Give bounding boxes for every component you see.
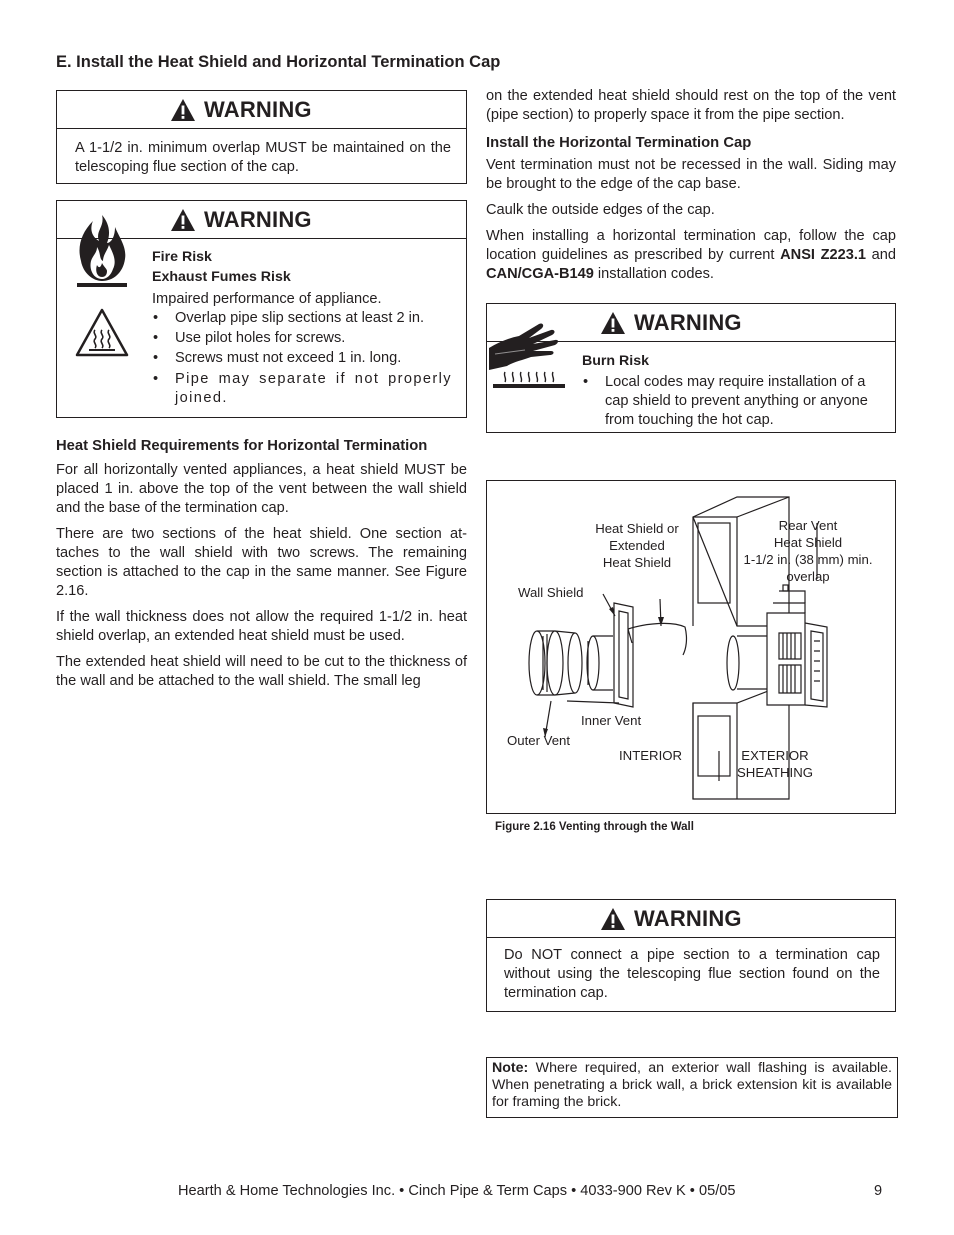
warning-triangle-icon bbox=[600, 907, 626, 931]
paragraph: The extended heat shield will need to be cut to the thickness of the wall and be attached to the wall shield. The small leg bbox=[56, 654, 467, 689]
warning-title: WARNING bbox=[204, 207, 312, 232]
page-number: 9 bbox=[874, 1183, 883, 1199]
install-cap-section bbox=[486, 87, 896, 284]
note-box bbox=[486, 1057, 898, 1118]
warning-box-burn-risk bbox=[486, 303, 896, 433]
bullet-item: • Screws must not exceed 1 in. long. bbox=[152, 349, 452, 368]
warning-body bbox=[582, 352, 887, 430]
warning-bullet-list bbox=[582, 373, 887, 430]
label-line: Heat Shield bbox=[602, 555, 672, 570]
warning-triangle-icon bbox=[600, 311, 626, 335]
warning-box-telescoping bbox=[486, 899, 896, 1012]
text-run: and bbox=[866, 247, 896, 263]
warning-body bbox=[152, 248, 452, 408]
label-line: Heat Shield or bbox=[595, 521, 679, 536]
risk-label-fumes: Exhaust Fumes Risk bbox=[152, 269, 291, 285]
burn-hand-icon bbox=[489, 320, 569, 392]
label-heat-shield-or-extended bbox=[585, 520, 689, 571]
label-line: Extended bbox=[609, 538, 665, 553]
warning-title: WARNING bbox=[204, 97, 312, 122]
note-label: Note: bbox=[492, 1060, 529, 1076]
figure-caption: Figure 2.16 Venting through the Wall bbox=[495, 821, 694, 833]
code-ansi: ANSI Z223.1 bbox=[780, 247, 867, 263]
label-outer-vent: Outer Vent bbox=[507, 733, 571, 748]
warning-triangle-icon bbox=[170, 208, 196, 232]
bullet-item: • Local codes may require installation of a cap shield to prevent anything or anyone from touching the hot cap. bbox=[582, 373, 887, 430]
paragraph: If the wall thickness does not allow the required 1-1/2 in. heat shield overlap, an extended heat shield must be used. bbox=[56, 609, 467, 644]
paragraph: For all horizontally vented appliances, a heat shield MUST be placed 1 in. above the top of the vent between the wall shield and the base of the termination cap. bbox=[56, 462, 467, 516]
heat-shield-heading: Heat Shield Requirements for Horizontal Termination bbox=[56, 438, 428, 454]
warning-box-fire-risk bbox=[56, 200, 467, 418]
fire-icon bbox=[75, 213, 129, 291]
label-line: Heat Shield bbox=[773, 535, 843, 550]
install-cap-heading: Install the Horizontal Termination Cap bbox=[486, 135, 752, 151]
label-wall-shield: Wall Shield bbox=[518, 585, 584, 600]
warning-bullet-list bbox=[152, 309, 452, 408]
label-inner-vent: Inner Vent bbox=[581, 713, 642, 728]
warning-title: WARNING bbox=[634, 906, 742, 931]
warning-box-overlap bbox=[56, 90, 467, 184]
note-text: Where required, an exterior wall flashing is available. When penetrating a brick wall, a brick extension kit is available for framing the brick. bbox=[492, 1060, 892, 1110]
label-line: EXTERIOR bbox=[741, 748, 809, 763]
bullet-item: • Pipe may separate if not properly joined. bbox=[152, 370, 452, 408]
label-rear-vent-heat-shield bbox=[735, 517, 881, 585]
paragraph: There are two sections of the heat shield. One section at-taches to the wall shield with two screws. The remaining section is attached to the cap in the same manner. See Figure 2.16. bbox=[56, 526, 467, 599]
label-line: 1-1/2 in. (38 mm) min. bbox=[743, 552, 873, 567]
warning-intro: Impaired performance of appliance. bbox=[152, 291, 382, 307]
text-run: installation codes. bbox=[593, 266, 714, 282]
warning-text: Do NOT connect a pipe section to a termination cap without using the telescoping flue section found on the termination cap. bbox=[504, 947, 880, 1001]
warning-header bbox=[487, 900, 895, 938]
warning-triangle-icon bbox=[170, 98, 196, 122]
text-run: When installing a horizontal termination cap, follow the cap location guidelines as prescribed by current bbox=[486, 228, 896, 263]
paragraph: Vent termination must not be recessed in the wall. Siding may be brought to the edge of the cap base. bbox=[486, 157, 896, 192]
section-title: E. Install the Heat Shield and Horizontal Termination Cap bbox=[56, 53, 501, 71]
paragraph-codes bbox=[486, 227, 896, 284]
label-line: overlap bbox=[786, 569, 830, 584]
code-csa: CAN/CGA-B149 bbox=[486, 266, 594, 282]
label-line: Rear Vent bbox=[778, 518, 838, 533]
hot-surface-icon bbox=[75, 308, 129, 358]
page-footer: Hearth & Home Technologies Inc. • Cinch Pipe & Term Caps • 4033-900 Rev K • 05/05 bbox=[178, 1183, 736, 1199]
label-line: SHEATHING bbox=[737, 765, 813, 780]
figure-venting-through-wall bbox=[486, 480, 896, 814]
label-interior: INTERIOR bbox=[619, 748, 683, 763]
risk-label-burn: Burn Risk bbox=[582, 353, 650, 369]
warning-header bbox=[57, 91, 466, 129]
risk-label-fire: Fire Risk bbox=[152, 249, 212, 265]
paragraph: Caulk the outside edges of the cap. bbox=[486, 202, 715, 218]
bullet-item: • Overlap pipe slip sections at least 2 in. bbox=[152, 309, 452, 328]
label-exterior-sheathing bbox=[733, 747, 817, 781]
paragraph-continued: on the extended heat shield should rest on the top of the vent (pipe section) to properly space it from the pipe section. bbox=[486, 88, 896, 123]
heat-shield-section bbox=[56, 438, 467, 691]
bullet-item: • Use pilot holes for screws. bbox=[152, 329, 452, 348]
warning-title: WARNING bbox=[634, 310, 742, 335]
warning-text: A 1-1/2 in. minimum overlap MUST be maintained on the telescoping flue section of the cap. bbox=[75, 140, 451, 175]
